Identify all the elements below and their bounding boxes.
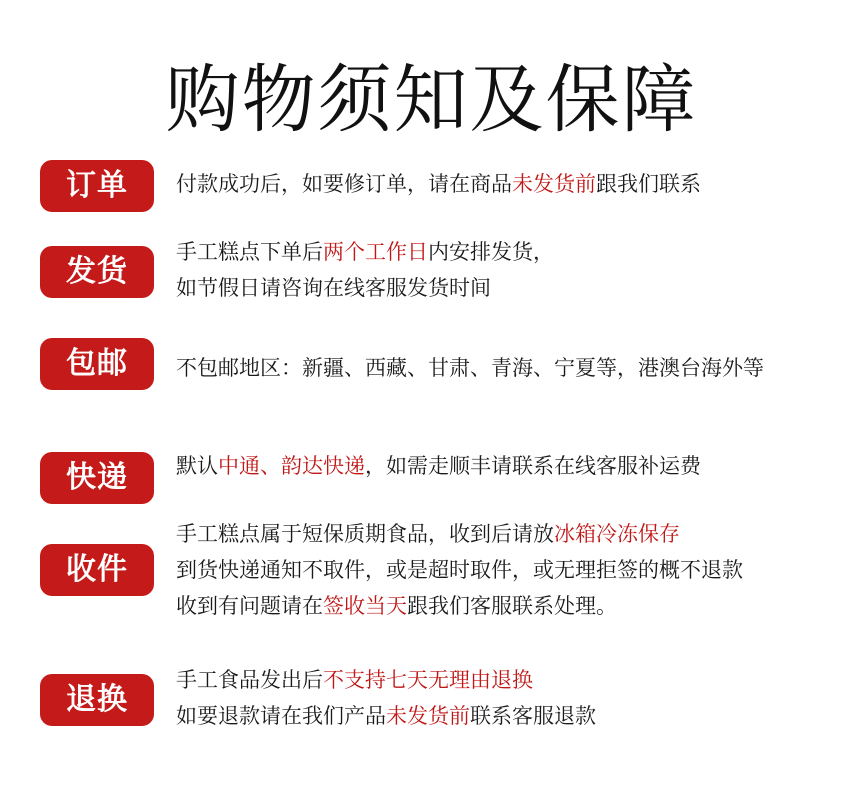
plain-text: 如节假日请咨询在线客服发货时间 [176,276,491,300]
text-line [176,698,856,734]
section-badge: 收件 [40,544,154,596]
section-text [176,448,856,484]
text-line [176,516,856,552]
text-line [176,350,856,386]
section-text [176,166,856,202]
text-line [176,166,856,202]
page-title: 购物须知及保障 [165,57,698,143]
text-line [176,234,856,270]
plain-text: 跟我们联系 [596,172,701,196]
section-text [176,516,856,624]
text-line [176,448,856,484]
plain-text: 联系客服退款 [470,704,596,728]
plain-text: 不包邮地区：新疆、西藏、甘肃、青海、宁夏等，港澳台海外等 [176,356,764,380]
highlight-text: 两个工作日 [323,240,428,264]
plain-text: 跟我们客服联系处理。 [407,594,617,618]
text-line [176,552,856,588]
section-badge: 包邮 [40,338,154,390]
plain-text: 手工糕点下单后 [176,240,323,264]
highlight-text: 未发货前 [512,172,596,196]
section-text [176,662,856,734]
section-badge: 退换 [40,674,154,726]
plain-text: ，如需走顺丰请联系在线客服补运费 [365,454,701,478]
section-badge: 发货 [40,246,154,298]
highlight-text: 未发货前 [386,704,470,728]
section-text [176,350,856,386]
plain-text: 手工食品发出后 [176,668,323,692]
highlight-text: 中通、韵达快递 [218,454,365,478]
plain-text: 内安排发货， [428,240,554,264]
plain-text: 手工糕点属于短保质期食品，收到后请放 [176,522,554,546]
plain-text: 默认 [176,454,218,478]
section-badge: 快递 [40,452,154,504]
text-line [176,588,856,624]
text-line [176,270,856,306]
plain-text: 付款成功后，如要修订单，请在商品 [176,172,512,196]
highlight-text: 不支持七天无理由退换 [323,668,533,692]
plain-text: 收到有问题请在 [176,594,323,618]
highlight-text: 冰箱冷冻保存 [554,522,680,546]
highlight-text: 签收当天 [323,594,407,618]
text-line [176,662,856,698]
section-text [176,234,856,306]
section-badge: 订单 [40,160,154,212]
plain-text: 到货快递通知不取件，或是超时取件，或无理拒签的概不退款 [176,558,743,582]
plain-text: 如要退款请在我们产品 [176,704,386,728]
